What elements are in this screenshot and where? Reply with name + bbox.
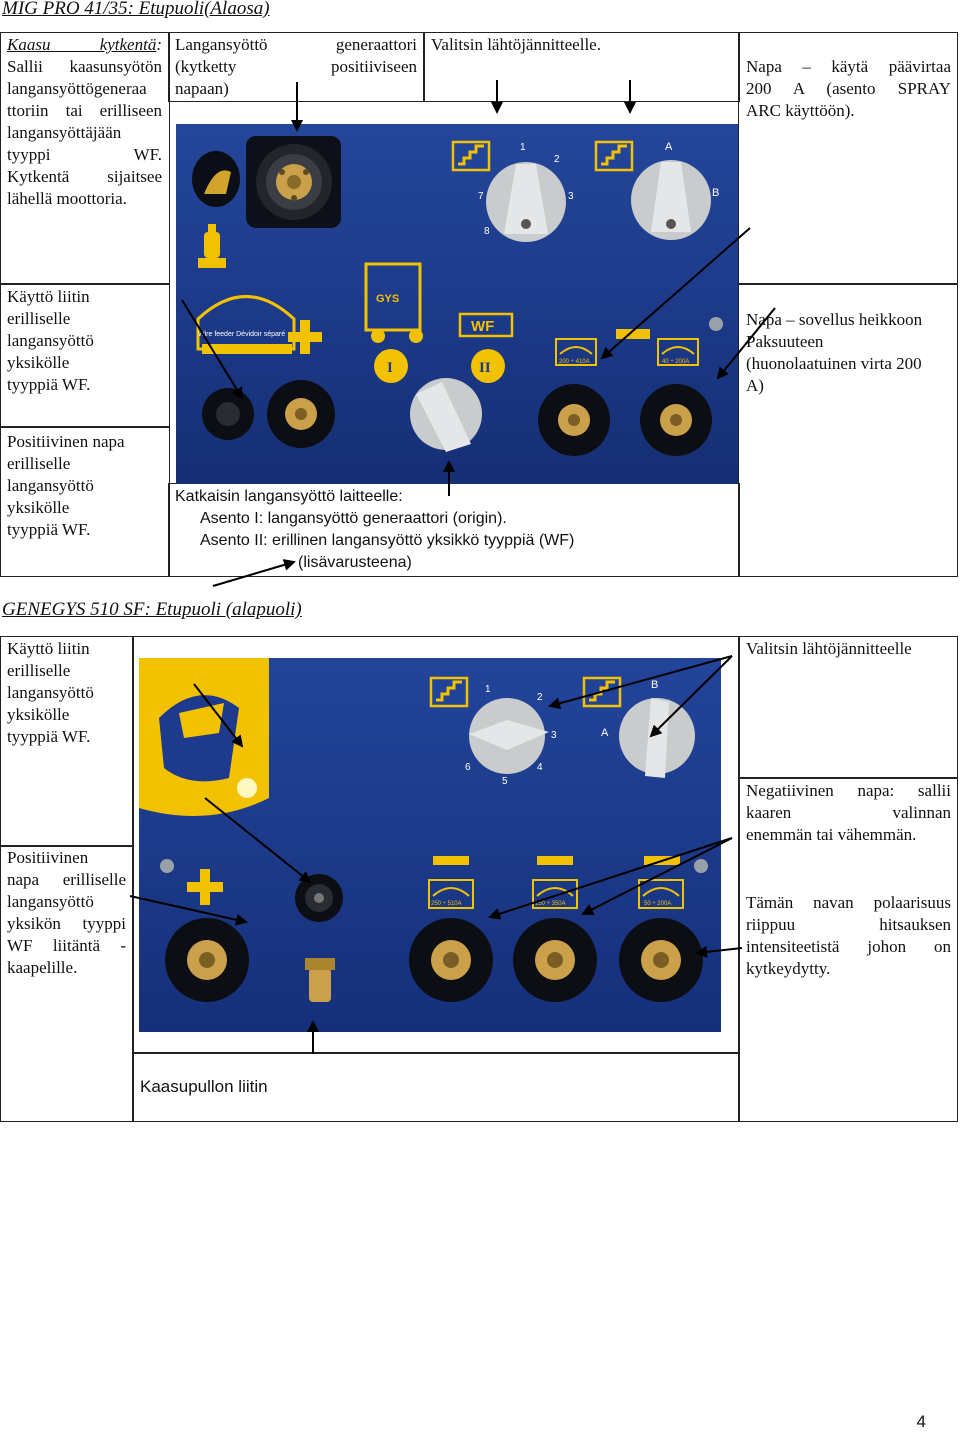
s2-drive-connector-text: Käyttö liitin erilliselle langansyöttö yksikölle tyyppiä WF. — [7, 639, 94, 746]
voltage-dial-2[interactable] — [631, 160, 711, 240]
polarity-note-text: Tämän navan polaarisuus riippuu hitsauksen intensiteetistä johon on kytkeydytty. — [746, 893, 951, 978]
s2-panel-screw-right — [694, 859, 708, 873]
s2-dial2-label-a: A — [601, 727, 609, 739]
mig-pro-panel-photo — [176, 124, 738, 484]
panel-screw — [709, 317, 723, 331]
section2-heading: GENEGYS 510 SF: Etupuoli (alapuoli) — [2, 599, 302, 620]
step-icon-3 — [431, 678, 467, 706]
switch-position-i — [374, 349, 408, 383]
s2-voltage-selector-text: Valitsin lähtöjännitteelle — [746, 639, 912, 658]
s2-minus-icon-2 — [537, 856, 573, 865]
gas-connection-title: Kaasu kytkentä — [7, 35, 157, 54]
socket-pole-200a — [538, 384, 610, 456]
s2-dial1-label-3: 3 — [551, 730, 557, 741]
wire-feed-generator-text: Langansyöttö generaattori (kytketty positiiviseen napaan) — [175, 35, 417, 98]
svg-text:WF: WF — [471, 318, 495, 335]
trolley-icon — [366, 264, 423, 343]
svg-text:GYS: GYS — [376, 293, 400, 305]
dial1-label-1: 1 — [520, 142, 526, 153]
s2-dial1-label-6: 6 — [465, 762, 471, 773]
dial2-label-a: A — [665, 141, 673, 153]
gas-bottle-connector-text: Kaasupullon liitin — [140, 1077, 268, 1096]
s2-minus-icon-1 — [433, 856, 469, 865]
s2-dial1-label-2: 2 — [537, 692, 543, 703]
svg-text:I: I — [387, 360, 393, 376]
gas-connection-text: Kaasu kytkentä: Sallii kaasunsyötön langansyöttögeneraa ttoriin tai erilliseen langansyöttäjään tyyppi WF. Kytkentä sijaitsee lähellä moottoria. — [7, 35, 162, 208]
wire-feeder-icon — [198, 297, 294, 355]
svg-text:50 ÷ 200A: 50 ÷ 200A — [644, 901, 672, 907]
voltage-dial-1[interactable] — [486, 162, 566, 242]
minus-icon — [616, 329, 650, 339]
drive-connector-text: Käyttö liitin erilliselle langansyöttö yksikölle tyyppiä WF. — [7, 287, 94, 394]
dial1-label-2: 2 — [554, 154, 560, 165]
genegys-panel-graphic — [139, 658, 721, 1032]
wire-feed-switch-knob[interactable] — [410, 378, 482, 452]
switch-text: Katkaisin langansyöttö laitteelle: Asento I: langansyöttö generaattori (origin). Asento II: erillinen langansyöttö yksikkö tyyppiä (WF) (lisävarusteena) — [175, 488, 575, 571]
gas-bottle-nipple — [305, 958, 335, 1002]
step-icon-4 — [584, 678, 620, 706]
genegys-panel-photo — [139, 658, 721, 1032]
s2-amperage-icon-3 — [639, 880, 683, 908]
s2-positive-socket — [165, 918, 249, 1002]
voltage-selector-text: Valitsin lähtöjännitteelle. — [431, 35, 601, 54]
wire-feeder-label: Wire feeder Dévidoir séparé — [198, 331, 286, 338]
page-number: 4 — [916, 1412, 926, 1431]
svg-text:40 ÷ 200A: 40 ÷ 200A — [662, 359, 690, 365]
s2-dial1-label-5: 5 — [502, 776, 508, 787]
s2-voltage-dial-2[interactable] — [619, 698, 695, 778]
dial2-label-b: B — [712, 187, 720, 199]
s2-socket-3 — [619, 918, 703, 1002]
s2-amperage-icon-1 — [429, 880, 473, 908]
s2-amperage-icon-2 — [533, 880, 577, 908]
s2-dial1-label-1: 1 — [485, 684, 491, 695]
wf-label-box — [460, 314, 512, 336]
mig-pro-panel-graphic — [176, 124, 738, 484]
dial1-label-8: 8 — [484, 226, 490, 237]
negative-pole-text: Negatiivinen napa: sallii kaaren valinnan enemmän tai vähemmän. — [746, 781, 951, 844]
section1-heading: MIG PRO 41/35: Etupuoli(Alaosa) — [2, 0, 270, 19]
s2-positive-pole-text: Positiivinen napa erilliselle langansyöttö yksikön tyyppi WF liitäntä - kaapelille. — [7, 848, 126, 977]
switch-position-ii — [471, 349, 505, 383]
s2-panel-screw-left — [160, 859, 174, 873]
svg-text:II: II — [479, 360, 491, 376]
s2-socket-1 — [409, 918, 493, 1002]
positive-pole-text: Positiivinen napa erilliselle langansyöttö yksikölle tyyppiä WF. — [7, 432, 125, 539]
step-icon-2 — [596, 142, 632, 170]
s2-dial2-label-b: B — [651, 679, 659, 691]
svg-text:150 ÷ 350A: 150 ÷ 350A — [535, 901, 566, 907]
socket-pole-thin — [640, 384, 712, 456]
amperage-icon-1 — [556, 339, 596, 365]
s2-plus-icon — [187, 869, 223, 905]
pole-thin-material-text: Napa – sovellus heikkoon Paksuuteen (huonolaatuinen virta 200 A) — [746, 310, 923, 395]
drive-connector-socket — [202, 388, 254, 440]
euro-torch-connector — [246, 136, 341, 228]
s2-drive-connector-socket — [295, 874, 343, 922]
step-icon — [453, 142, 489, 170]
gas-bottle-icon — [198, 224, 226, 268]
dial1-label-3: 3 — [568, 191, 574, 202]
positive-socket — [267, 380, 335, 448]
svg-text:250 ÷ 510A: 250 ÷ 510A — [431, 901, 462, 907]
welder-logo — [139, 658, 269, 816]
s2-dial1-label-4: 4 — [537, 762, 543, 773]
svg-text:200 ÷ 410A: 200 ÷ 410A — [559, 359, 590, 365]
pole-main-current-text: Napa – käytä päävirtaa 200 A (asento SPRAY ARC käyttöön). — [746, 57, 951, 120]
s2-minus-icon-3 — [644, 856, 680, 865]
amperage-icon-2 — [658, 339, 698, 365]
s2-socket-2 — [513, 918, 597, 1002]
dial1-label-7: 7 — [478, 191, 484, 202]
